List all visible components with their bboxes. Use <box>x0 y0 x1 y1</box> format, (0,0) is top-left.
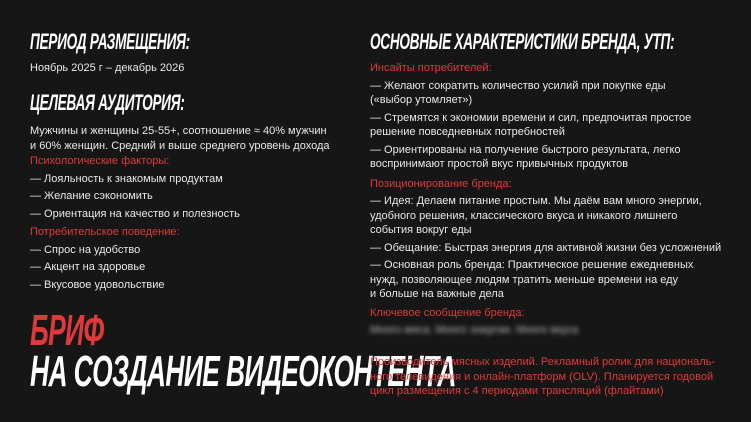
list-item: — Ориентация на качество и полезность <box>30 207 240 220</box>
list-item: — Ориентированы на получение быстрого результата, легко воспринимают простой вкус привычных продуктов <box>370 143 681 170</box>
key-message-label: Ключевое сообщение бренда: <box>370 306 525 319</box>
list-item: — Лояльность к знакомым продуктам <box>30 172 223 185</box>
list-item: — Обещание: Быстрая энергия для активной жизни без усложнений <box>370 241 722 254</box>
title-brief: БРИФ <box>30 306 104 355</box>
period-value: Ноябрь 2025 г – декабрь 2026 <box>30 62 185 74</box>
list-item: — Идея: Делаем питание простым. Мы даём вам много энергии, удобного решения, классического вкуса и никакого лишнего события вокруг еды <box>370 195 702 236</box>
audience-heading: ЦЕЛЕВАЯ АУДИТОРИЯ: <box>30 90 185 115</box>
period-heading: ПЕРИОД РАЗМЕЩЕНИЯ: <box>30 29 190 54</box>
key-message-blurred: Много мяса. Много энергии. Много вкуса <box>370 324 579 336</box>
audience-line: Мужчины и женщины 25-55+, соотношение ≈ 40% мужчин <box>30 125 327 137</box>
title-subtitle: НА СОЗДАНИЕ ВИДЕОКОНТЕНТА <box>30 347 456 396</box>
positioning-label: Позиционирование бренда: <box>370 177 512 190</box>
psych-label: Психологические факторы: <box>30 155 170 167</box>
brand-section <box>370 61 721 341</box>
audience-section <box>30 124 330 295</box>
list-item: — Вкусовое удовольствие <box>30 278 165 291</box>
list-item: — Желают сократить количество усилий при покупке еды («выбор утомляет») <box>370 79 666 106</box>
description: Производитель мясных изделий. Рекламный ролик для националь- ного телевидения и онлайн-платформ (OLV). Планируется годовой цикл размещения с 4 периодами трансляций (флайтами) <box>370 356 716 397</box>
behavior-label: Потребительское поведение: <box>30 226 180 238</box>
list-item: — Спрос на удобство <box>30 243 141 256</box>
audience-line: и 60% женщин. Средний и выше среднего уровень дохода <box>30 139 330 152</box>
list-item: — Основная роль бренда: Практическое решение ежедневных нужд, позволяющее людям тратить меньше времени на еду и больше на важные дела <box>370 259 694 300</box>
list-item: — Стремятся к экономии времени и сил, предпочитая простое решение повседневных потребностей <box>370 111 692 138</box>
list-item: — Желание сэкономить <box>30 190 153 202</box>
brand-heading: ОСНОВНЫЕ ХАРАКТЕРИСТИКИ БРЕНДА, УТП: <box>370 29 675 54</box>
insights-label: Инсайты потребителей: <box>370 62 492 74</box>
list-item: — Акцент на здоровье <box>30 261 146 273</box>
